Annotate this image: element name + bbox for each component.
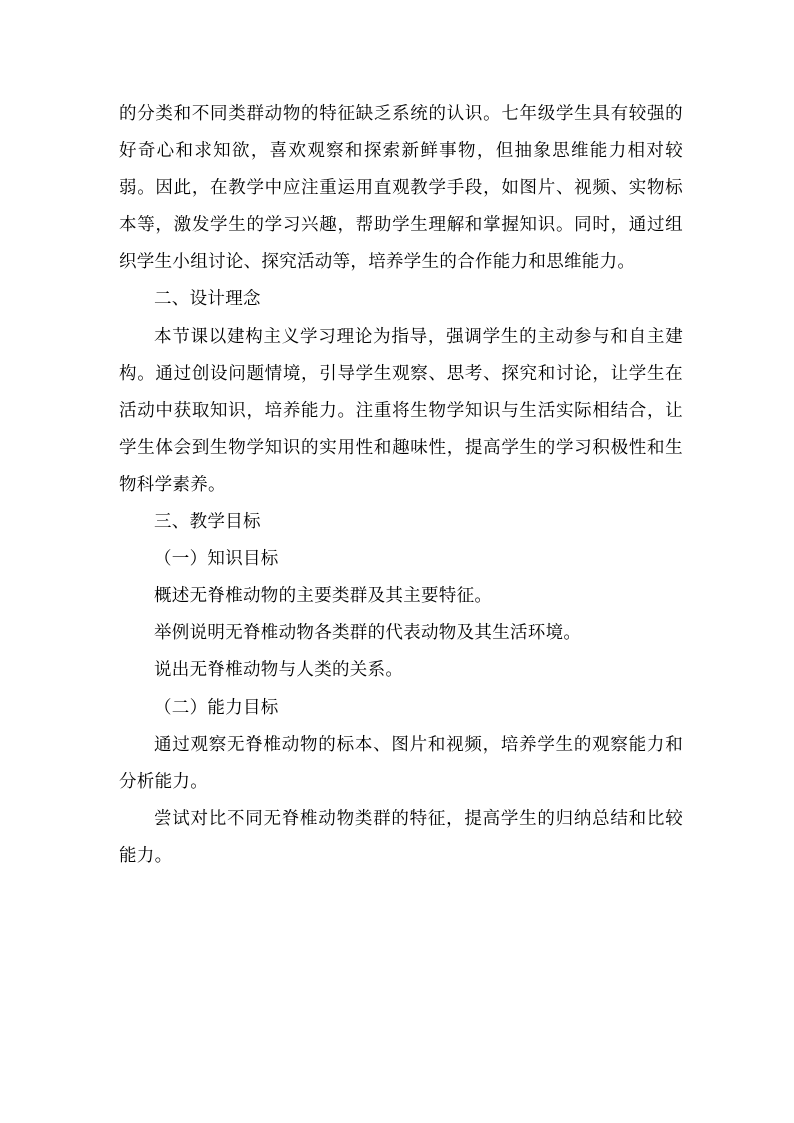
section-heading-design-concept: 二、设计理念 — [154, 289, 261, 310]
paragraph-design-concept: 本节课以建构主义学习理论为指导，强调学生的主动参与和自主建构。通过创设问题情境，引导学生观察、思考、探究和讨论，让学生在活动中获取知识，培养能力。注重将生物学知识与生活实际相结合，让学生体会到生物学知识的实用性和趣味性，提高学生的学习积极性和生物科学素养。 — [119, 326, 683, 495]
section-heading-teaching-goals: 三、教学目标 — [154, 512, 261, 533]
knowledge-goal-item: 概述无脊椎动物的主要类群及其主要特征。 — [154, 586, 493, 607]
ability-goal-item: 通过观察无脊椎动物的标本、图片和视频，培养学生的观察能力和分析能力。 — [119, 734, 683, 792]
knowledge-goal-item: 举例说明无脊椎动物各类群的代表动物及其生活环境。 — [154, 623, 582, 644]
ability-goal-item: 尝试对比不同无脊椎动物类群的特征，提高学生的归纳总结和比较能力。 — [119, 808, 683, 866]
knowledge-goal-item: 说出无脊椎动物与人类的关系。 — [154, 660, 404, 681]
document-body — [119, 96, 683, 875]
paragraph-student-analysis: 的分类和不同类群动物的特征缺乏系统的认识。七年级学生具有较强的好奇心和求知欲，喜欢观察和探索新鲜事物，但抽象思维能力相对较弱。因此，在教学中应注重运用直观教学手段，如图片、视频、实物标本等，激发学生的学习兴趣，帮助学生理解和掌握知识。同时，通过组织学生小组讨论、探究活动等，培养学生的合作能力和思维能力。 — [119, 104, 683, 273]
subheading-ability-goals: （二）能力目标 — [154, 697, 279, 718]
subheading-knowledge-goals: （一）知识目标 — [154, 549, 279, 570]
